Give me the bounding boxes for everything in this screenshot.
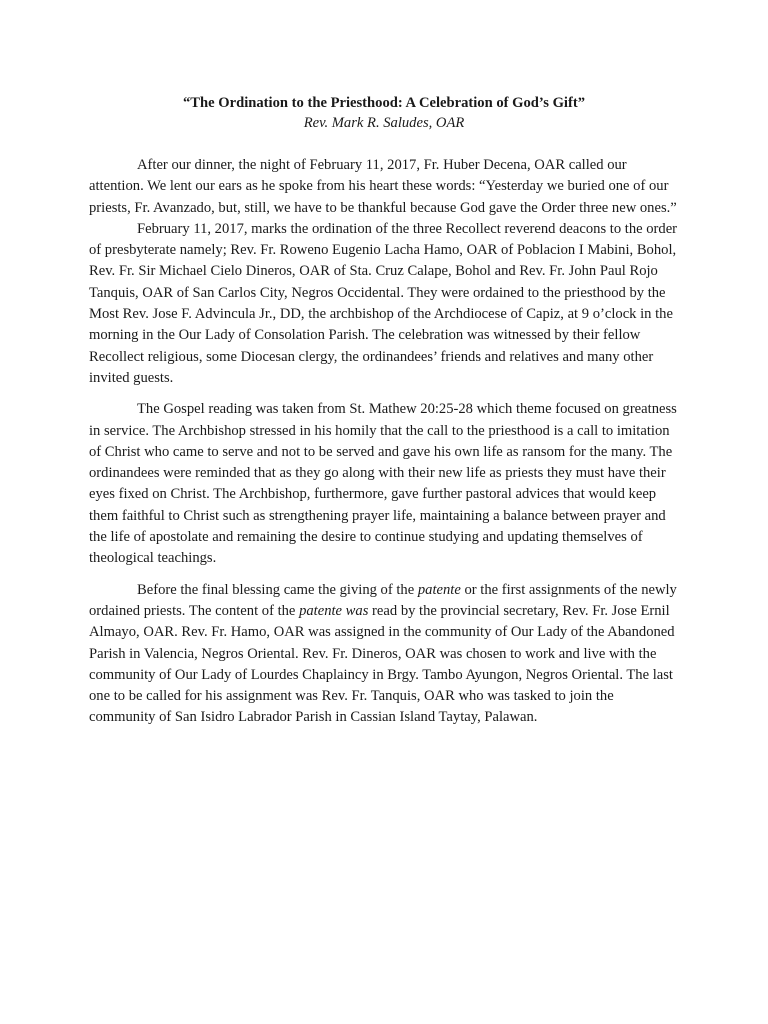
patente-was-term: patente was bbox=[299, 602, 369, 619]
paragraph-4-text-1: Before the final blessing came the giving of the bbox=[137, 581, 418, 598]
patente-term: patente bbox=[417, 581, 461, 598]
article-title: “The Ordination to the Priesthood: A Celebration of God’s Gift” bbox=[183, 95, 585, 111]
paragraph-4 bbox=[89, 580, 679, 729]
paragraph-4-text-2: or the first assignments of the newly ordained priests. The content of the bbox=[89, 581, 677, 619]
paragraph-3: The Gospel reading was taken from St. Mathew 20:25-28 which theme focused on greatness in service. The Archbishop stressed in his homily that the call to the priesthood is a call to imitation of Christ who came to serve and not to be served and gave his own life as ransom for the many. The ordinandees were reminded that as they go along with their new life as priests they must have their eyes fixed on Christ. The Archbishop, furthermore, gave further pastoral advices that would keep them faithful to Christ such as strengthening prayer life, maintaining a balance between prayer and the life of apostolate and remaining the desire to continue studying and updating themselves of theological teachings. bbox=[89, 401, 677, 567]
document-body bbox=[89, 93, 679, 729]
paragraph-2: February 11, 2017, marks the ordination of the three Recollect reverend deacons to the order of presbyterate namely; Rev. Fr. Roweno Eugenio Lacha Hamo, OAR of Poblacion I Mabini, Bohol, Rev. Fr. Sir Michael Cielo Dineros, OAR of Sta. Cruz Calape, Bohol and Rev. Fr. John Paul Rojo Tanquis, OAR of San Carlos City, Negros Occidental. They were ordained to the priesthood by the Most Rev. Jose F. Advincula Jr., DD, the archbishop of the Archdiocese of Capiz, at 9 o’clock in the morning in the Our Lady of Consolation Parish. The celebration was witnessed by their fellow Recollect religious, some Diocesan clergy, the ordinandees’ friends and relatives and many other invited guests. bbox=[89, 220, 678, 386]
paragraph-4-text-3: read by the provincial secretary, Rev. Fr. Jose Ernil Almayo, OAR. Rev. Fr. Hamo, OAR was assigned in the community of Our Lady of the Abandoned Parish in Valencia, Negros Oriental. Rev. Fr. Dineros, OAR was chosen to work and live with the community of Our Lady of Lourdes Chaplaincy in Brgy. Tambo Ayungon, Negros Oriental. The last one to be called for his assignment was Rev. Fr. Tanquis, OAR who was tasked to join the community of San Isidro Labrador Parish in Cassian Island Taytay, Palawan. bbox=[89, 602, 675, 726]
paragraph-1: After our dinner, the night of February 11, 2017, Fr. Huber Decena, OAR called our attention. We lent our ears as he spoke from his heart these words: “Yesterday we buried one of our priests, Fr. Avanzado, but, still, we have to be thankful because God gave the Order three new ones.” bbox=[89, 157, 677, 216]
article-author: Rev. Mark R. Saludes, OAR bbox=[303, 115, 465, 131]
